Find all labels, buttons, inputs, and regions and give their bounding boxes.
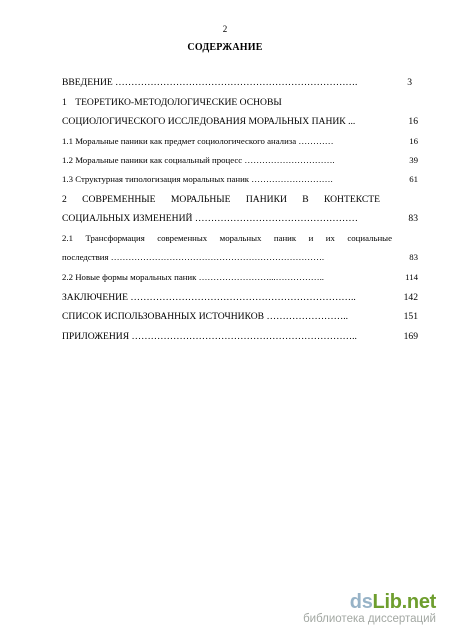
toc-page-number: 83 [409,252,418,262]
logo-ds: ds [349,591,373,613]
toc-page-number: 61 [409,174,418,184]
toc-page-number: 151 [403,311,418,322]
toc-word: 2.1 [62,233,73,243]
toc-page-number: 142 [403,292,418,303]
page-number: 2 [222,24,228,34]
toc-entry-text: ЗАКЛЮЧЕНИЕ …………………………………………………………….. [62,292,356,303]
toc-word: моральных [219,233,262,243]
page-title: СОДЕРЖАНИЕ [187,42,263,53]
logo-net: .net [401,591,436,613]
toc-entry-text: 1.2 Моральные паники как социальный процесс …………………………. [62,155,335,165]
toc-page-number: 39 [409,155,418,165]
toc-page-number: 16 [408,116,418,127]
toc-entry-text: ПРИЛОЖЕНИЯ …………………………………………………………….. [62,331,357,342]
toc-entry-text: СПИСОК ИСПОЛЬЗОВАННЫХ ИСТОЧНИКОВ …………………….. [62,311,349,322]
toc-word: Трансформация [85,233,145,243]
watermark-subtitle: библиотека диссертаций [303,613,436,625]
toc-entry-text: СОЦИОЛОГИЧЕСКОГО ИССЛЕДОВАНИЯ МОРАЛЬНЫХ ПАНИК ... [62,116,356,127]
toc-entry-section-2-2[interactable] [62,272,418,292]
toc-entry-text: 1.1 Моральные паники как предмет социологического анализа ………… [62,136,334,146]
toc-word: их [325,233,335,243]
logo-lib: Lib [372,591,402,613]
toc-word: 2 [62,194,67,205]
toc-entry-section-1-1[interactable] [62,136,418,155]
toc-chapter-number: 1 [62,97,67,108]
toc-word: паник [273,233,297,243]
toc-page-number: 16 [409,136,418,146]
toc-word: КОНТЕКСТЕ [323,194,380,205]
toc-entry-text [62,194,380,205]
toc-word: СОВРЕМЕННЫЕ [82,194,156,205]
toc-entry-section-1-3[interactable] [62,174,418,194]
toc-entry-text: ВВЕДЕНИЕ …………………………………………………………………. [62,77,358,88]
toc-word: социальные [347,233,392,243]
toc-entry-section-2-1-continued[interactable] [62,252,418,272]
toc-entry-text: 1.3 Структурная типологизация моральных паник ………………………. [62,174,333,184]
toc-entry-conclusion[interactable] [62,292,418,311]
toc-entry-section-1-2[interactable] [62,155,418,174]
toc-word: МОРАЛЬНЫЕ [170,194,231,205]
toc-entry-sources[interactable] [62,311,418,331]
toc-entry-introduction[interactable] [62,77,418,97]
table-of-contents [62,77,418,351]
toc-page-number: 83 [408,213,418,224]
toc-entry-appendices[interactable] [62,331,418,351]
toc-page-number: 3 [407,77,412,88]
toc-page-number: 114 [405,272,418,282]
dslib-logo [303,592,436,612]
toc-entry-section-2-1[interactable] [62,233,418,252]
toc-entry-text [62,233,392,243]
toc-word: современных [157,233,208,243]
toc-word: и [308,233,314,243]
toc-entry-chapter-2-continued[interactable] [62,213,418,233]
toc-word: В [302,194,309,205]
toc-entry-chapter-1-continued[interactable] [62,116,418,136]
toc-word: ПАНИКИ [245,194,287,205]
toc-page-number: 169 [403,331,418,342]
toc-entry-text: 2.2 Новые формы моральных паник ……………………...…………….. [62,272,324,282]
dslib-watermark [303,592,436,625]
toc-entry-text: ТЕОРЕТИКО-МЕТОДОЛОГИЧЕСКИЕ ОСНОВЫ [75,97,282,108]
toc-entry-chapter-2[interactable] [62,194,418,213]
toc-entry-text: последствия ………………………………………………………………. [62,252,325,262]
toc-entry-chapter-1[interactable] [62,97,418,116]
toc-entry-text: СОЦИАЛЬНЫХ ИЗМЕНЕНИЙ …………………………………………… [62,213,358,224]
